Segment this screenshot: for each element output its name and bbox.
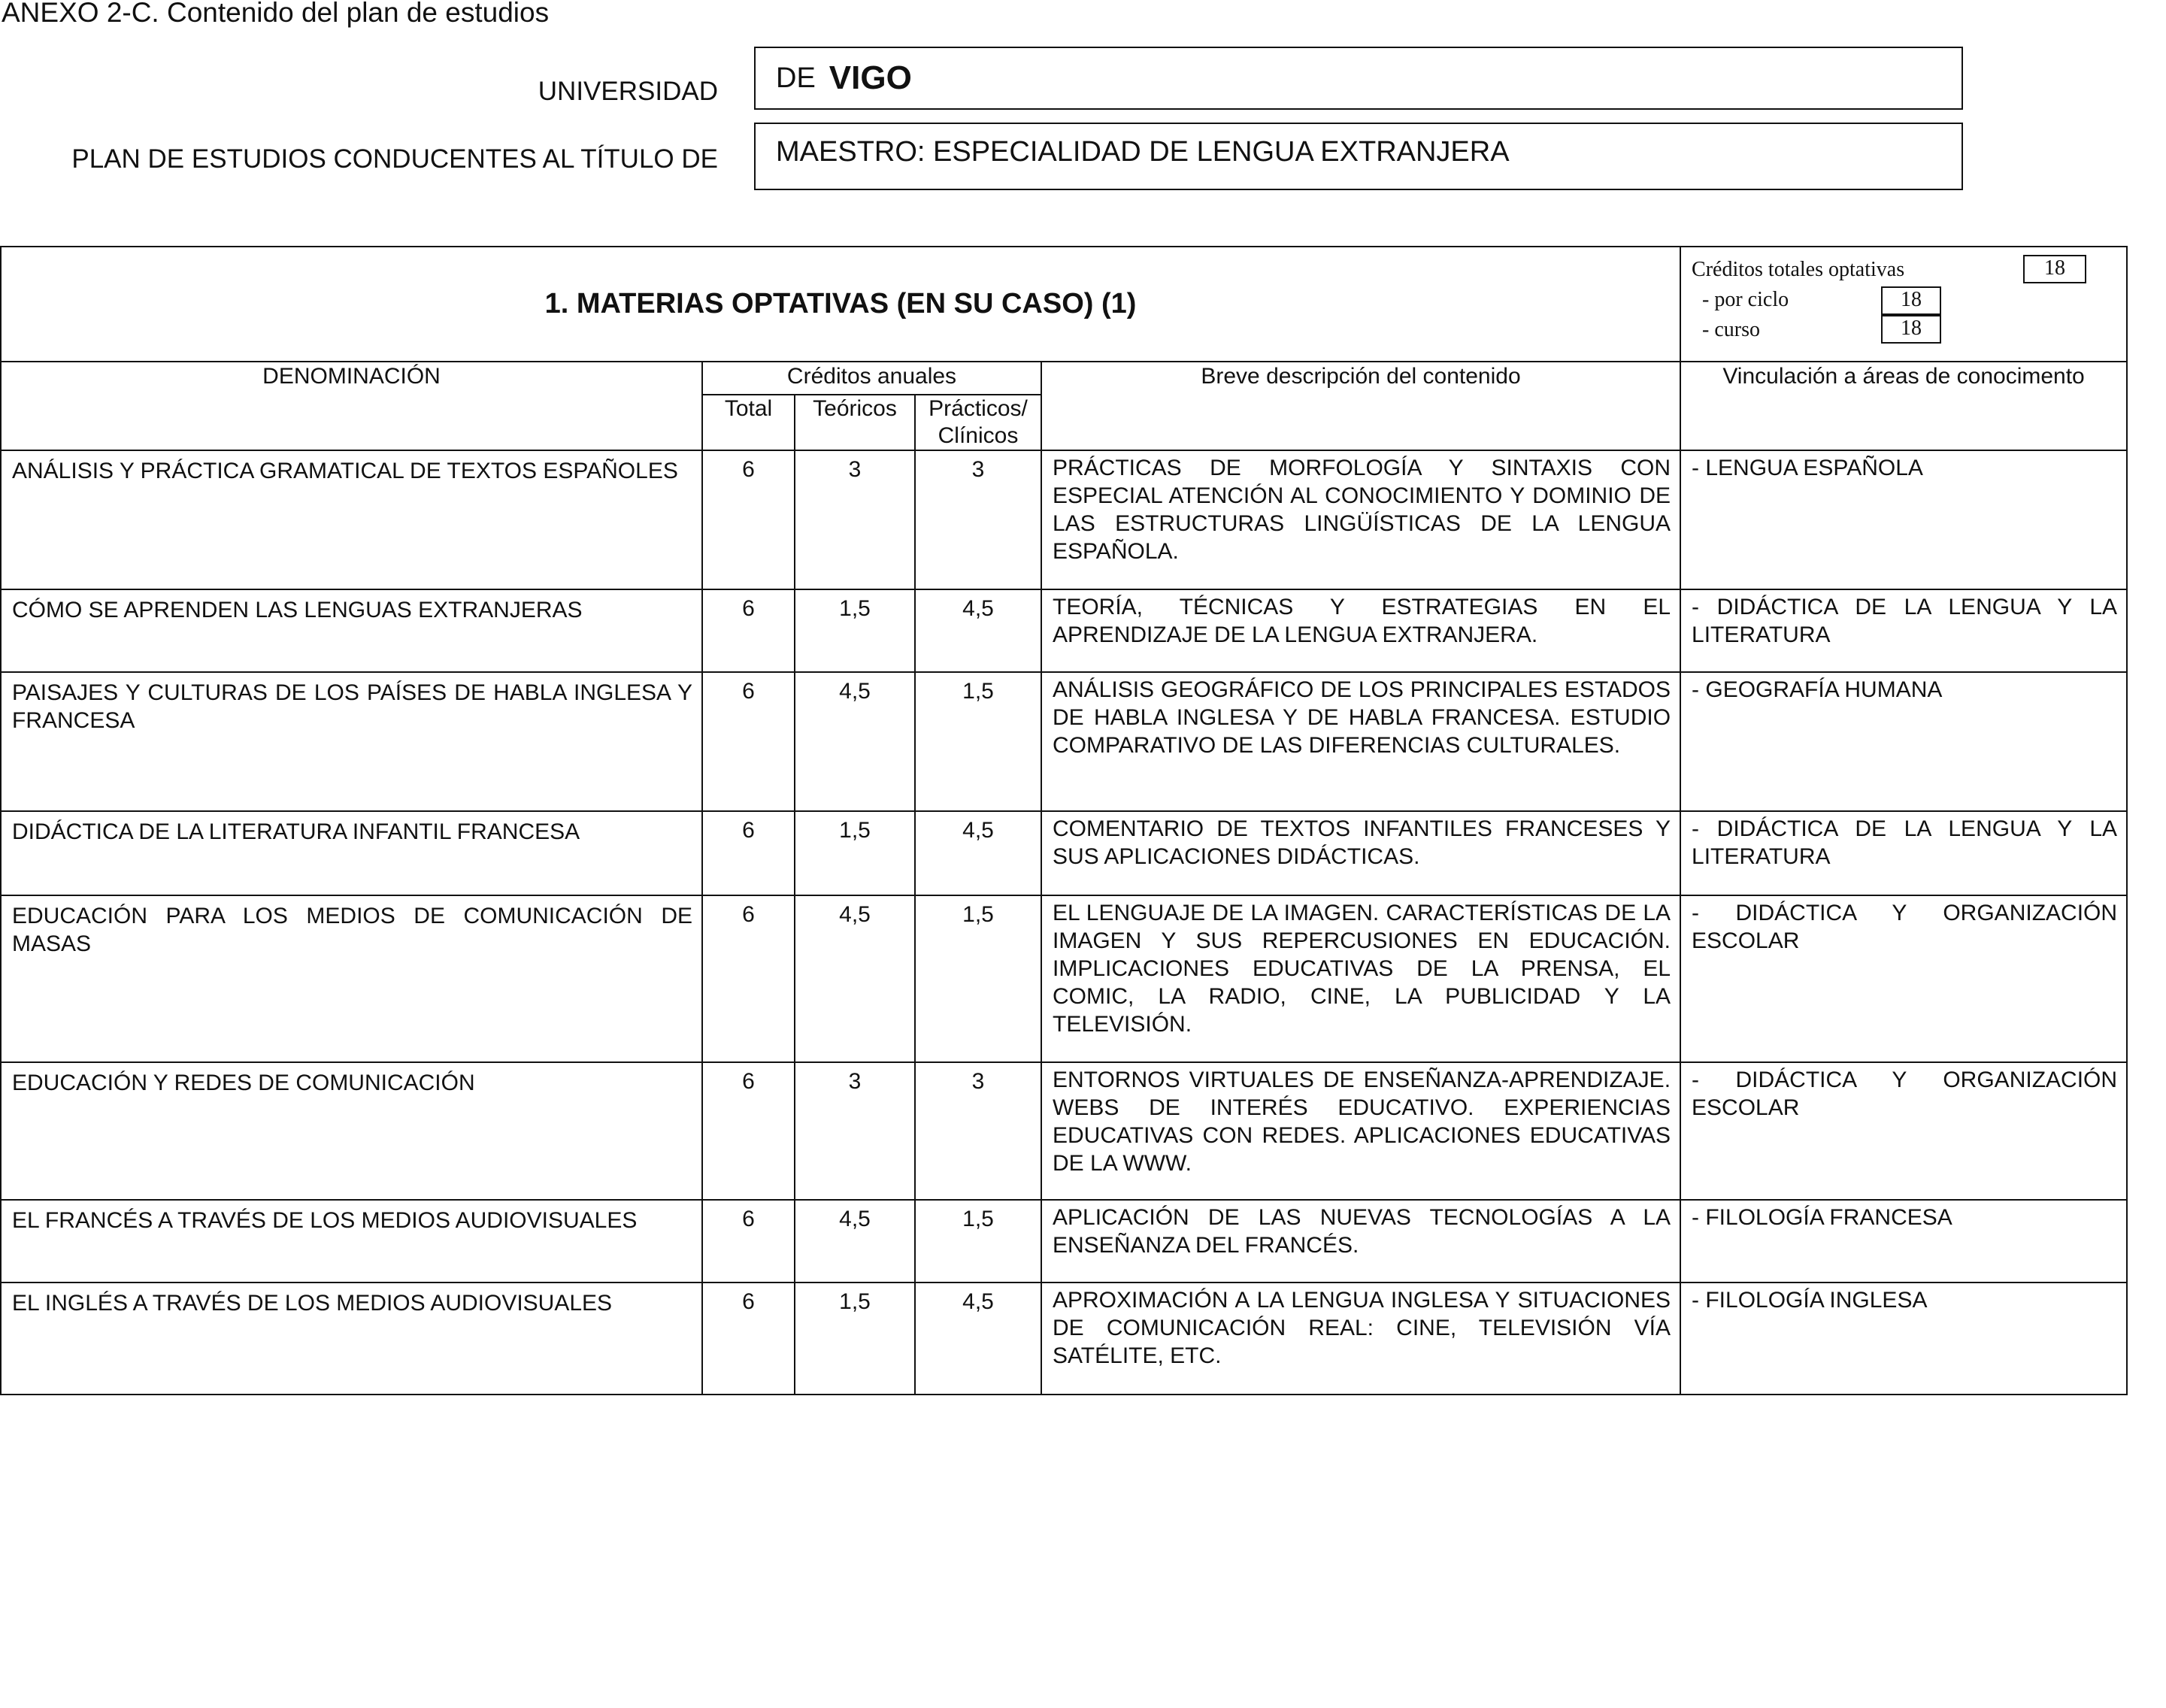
row-total: 6 xyxy=(702,1062,795,1200)
row-total: 6 xyxy=(702,1200,795,1283)
row-area: - DIDÁCTICA Y ORGANIZACIÓN ESCOLAR xyxy=(1680,1062,2127,1200)
row-teoricos: 4,5 xyxy=(795,1200,915,1283)
table-row xyxy=(1,895,2127,1062)
row-descripcion: COMENTARIO DE TEXTOS INFANTILES FRANCESES Y SUS APLICACIONES DIDÁCTICAS. xyxy=(1041,811,1680,895)
table-row xyxy=(1,589,2127,672)
plan-value: MAESTRO: ESPECIALIDAD DE LENGUA EXTRANJERA xyxy=(776,136,1510,168)
row-total: 6 xyxy=(702,589,795,672)
row-denominacion: EDUCACIÓN Y REDES DE COMUNICACIÓN xyxy=(1,1062,702,1200)
row-total: 6 xyxy=(702,450,795,589)
row-denominacion: DIDÁCTICA DE LA LITERATURA INFANTIL FRANCESA xyxy=(1,811,702,895)
row-descripcion: ANÁLISIS GEOGRÁFICO DE LOS PRINCIPALES ESTADOS DE HABLA INGLESA Y DE HABLA FRANCESA. ESTUDIO COMPARATIVO DE LAS DIFERENCIAS CULTURALES. xyxy=(1041,672,1680,811)
row-area: - LENGUA ESPAÑOLA xyxy=(1680,450,2127,589)
row-total: 6 xyxy=(702,672,795,811)
header-descripcion: Breve descripción del contenido xyxy=(1041,362,1680,450)
header-vinculacion: Vinculación a áreas de conocimento xyxy=(1680,362,2127,450)
curso-value: 18 xyxy=(1881,315,1941,344)
row-area: - DIDÁCTICA DE LA LENGUA Y LA LITERATURA xyxy=(1680,811,2127,895)
creditos-totales-value: 18 xyxy=(2023,255,2086,283)
row-denominacion: EL INGLÉS A TRAVÉS DE LOS MEDIOS AUDIOVISUALES xyxy=(1,1283,702,1395)
row-practicos: 4,5 xyxy=(915,1283,1041,1395)
header-denominacion: DENOMINACIÓN xyxy=(1,362,702,450)
optativas-table xyxy=(0,246,2128,1395)
row-total: 6 xyxy=(702,895,795,1062)
row-practicos: 1,5 xyxy=(915,895,1041,1062)
table-row xyxy=(1,811,2127,895)
header-creditos-anuales: Créditos anuales xyxy=(702,362,1041,395)
document-title: ANEXO 2-C. Contenido del plan de estudios xyxy=(2,0,550,28)
row-teoricos: 4,5 xyxy=(795,895,915,1062)
table-row xyxy=(1,1283,2127,1395)
row-area: - GEOGRAFÍA HUMANA xyxy=(1680,672,2127,811)
row-teoricos: 3 xyxy=(795,1062,915,1200)
table-row xyxy=(1,1062,2127,1200)
row-total: 6 xyxy=(702,1283,795,1395)
universidad-field xyxy=(754,47,1963,110)
row-area: - DIDÁCTICA DE LA LENGUA Y LA LITERATURA xyxy=(1680,589,2127,672)
row-practicos: 4,5 xyxy=(915,589,1041,672)
row-teoricos: 1,5 xyxy=(795,589,915,672)
universidad-label: UNIVERSIDAD xyxy=(538,77,718,106)
por-ciclo-label: - por ciclo xyxy=(1702,288,1789,311)
row-area: - FILOLOGÍA INGLESA xyxy=(1680,1283,2127,1395)
row-denominacion: ANÁLISIS Y PRÁCTICA GRAMATICAL DE TEXTOS ESPAÑOLES xyxy=(1,450,702,589)
row-denominacion: PAISAJES Y CULTURAS DE LOS PAÍSES DE HABLA INGLESA Y FRANCESA xyxy=(1,672,702,811)
row-practicos: 4,5 xyxy=(915,811,1041,895)
row-descripcion: TEORÍA, TÉCNICAS Y ESTRATEGIAS EN EL APRENDIZAJE DE LA LENGUA EXTRANJERA. xyxy=(1041,589,1680,672)
row-descripcion: APROXIMACIÓN A LA LENGUA INGLESA Y SITUACIONES DE COMUNICACIÓN REAL: CINE, TELEVISIÓN VÍA SATÉLITE, ETC. xyxy=(1041,1283,1680,1395)
row-descripcion: EL LENGUAJE DE LA IMAGEN. CARACTERÍSTICAS DE LA IMAGEN Y SUS REPERCUSIONES EN EDUCACIÓN. IMPLICACIONES EDUCATIVAS DE LA PRENSA, EL COMIC, LA RADIO, CINE, LA PUBLICIDAD Y LA TELEVISIÓN. xyxy=(1041,895,1680,1062)
row-descripcion: APLICACIÓN DE LAS NUEVAS TECNOLOGÍAS A LA ENSEÑANZA DEL FRANCÉS. xyxy=(1041,1200,1680,1283)
table-row xyxy=(1,450,2127,589)
header-total: Total xyxy=(702,395,795,450)
row-teoricos: 1,5 xyxy=(795,811,915,895)
row-practicos: 1,5 xyxy=(915,1200,1041,1283)
section-title: 1. MATERIAS OPTATIVAS (EN SU CASO) (1) xyxy=(1,247,1680,362)
row-denominacion: EL FRANCÉS A TRAVÉS DE LOS MEDIOS AUDIOVISUALES xyxy=(1,1200,702,1283)
universidad-value: VIGO xyxy=(829,59,912,96)
row-descripcion: ENTORNOS VIRTUALES DE ENSEÑANZA-APRENDIZAJE. WEBS DE INTERÉS EDUCATIVO. EXPERIENCIAS EDUCATIVAS CON REDES. APLICACIONES EDUCATIVAS DE LA WWW. xyxy=(1041,1062,1680,1200)
por-ciclo-value: 18 xyxy=(1881,286,1941,315)
header-practicos: Prácticos/ Clínicos xyxy=(915,395,1041,450)
row-teoricos: 4,5 xyxy=(795,672,915,811)
row-practicos: 3 xyxy=(915,1062,1041,1200)
universidad-prefix: DE xyxy=(776,62,816,94)
row-practicos: 1,5 xyxy=(915,672,1041,811)
row-denominacion: CÓMO SE APRENDEN LAS LENGUAS EXTRANJERAS xyxy=(1,589,702,672)
row-descripcion: PRÁCTICAS DE MORFOLOGÍA Y SINTAXIS CON ESPECIAL ATENCIÓN AL CONOCIMIENTO Y DOMINIO DE LAS ESTRUCTURAS LINGÜÍSTICAS DE LA LENGUA ESPAÑOLA. xyxy=(1041,450,1680,589)
row-area: - DIDÁCTICA Y ORGANIZACIÓN ESCOLAR xyxy=(1680,895,2127,1062)
table-row xyxy=(1,1200,2127,1283)
row-area: - FILOLOGÍA FRANCESA xyxy=(1680,1200,2127,1283)
row-teoricos: 3 xyxy=(795,450,915,589)
table-row xyxy=(1,672,2127,811)
row-practicos: 3 xyxy=(915,450,1041,589)
plan-field xyxy=(754,123,1963,190)
row-total: 6 xyxy=(702,811,795,895)
row-denominacion: EDUCACIÓN PARA LOS MEDIOS DE COMUNICACIÓN DE MASAS xyxy=(1,895,702,1062)
creditos-totales-label: Créditos totales optativas xyxy=(1692,258,1905,281)
header-teoricos: Teóricos xyxy=(795,395,915,450)
curso-label: - curso xyxy=(1702,318,1761,341)
credit-summary xyxy=(1680,247,2127,362)
plan-label: PLAN DE ESTUDIOS CONDUCENTES AL TÍTULO DE xyxy=(71,144,718,174)
row-teoricos: 1,5 xyxy=(795,1283,915,1395)
